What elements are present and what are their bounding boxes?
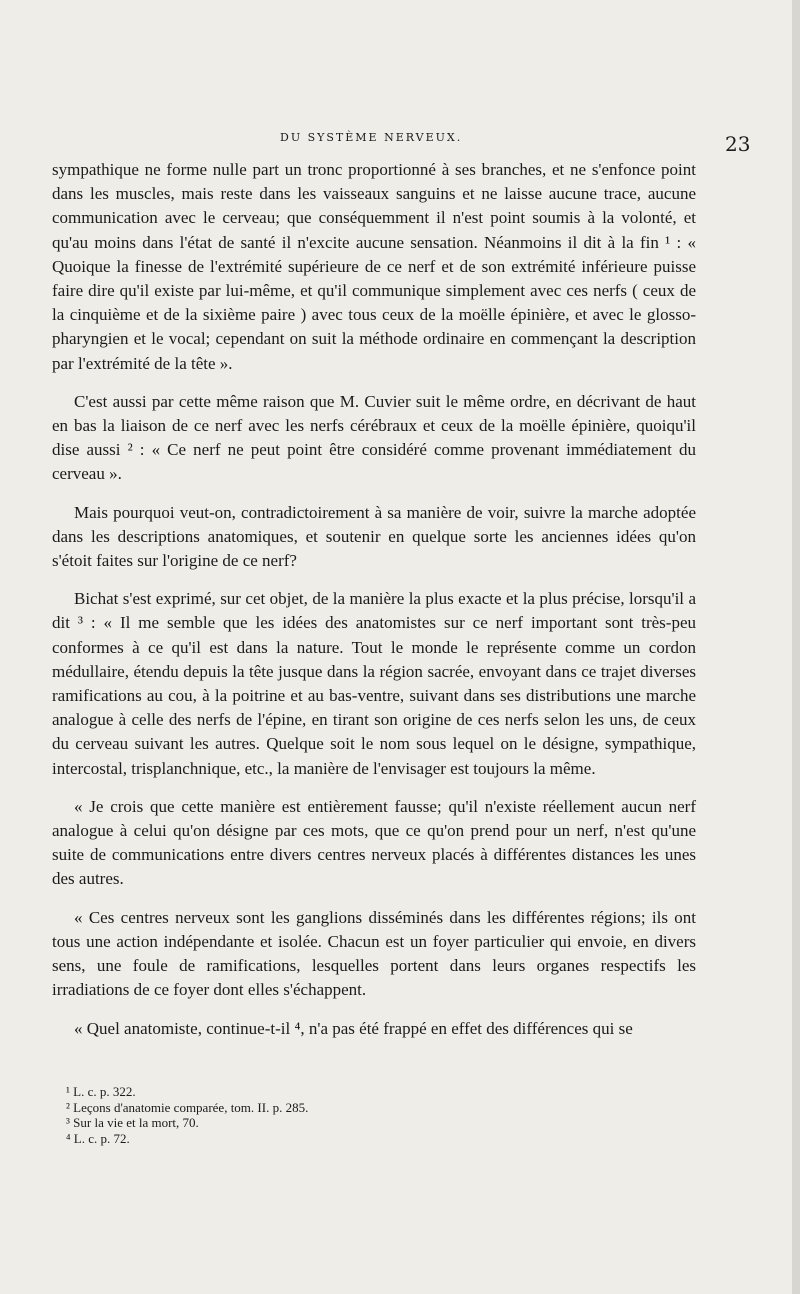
- paragraph-continuation: sympathique ne forme nulle part un tronc proportionné à ses branches, et ne s'enfonce point dans les muscles, mais reste dans les vaisseaux sanguins et ne laisse aucune trace, aucune communication avec le cerveau; que conséquemment il n'est point soumis à la volonté, et qu'au moins dans l'état de santé il n'excite aucune sensation. Néanmoins il dit à la fin ¹ : « Quoique la finesse de l'extrémité supérieure de ce nerf et de son extrémité inférieure puisse faire dire qu'il existe par lui-même, et qu'il communique simplement avec ces nerfs ( ceux de la cinquième et de la sixième paire ) avec tous ceux de la moëlle épinière, et avec le glosso-pharyngien et le vocal; cependant on suit la méthode ordinaire en commençant la description par l'extrémité de la tête ».: [52, 160, 696, 373]
- footnote-1: ¹ L. c. p. 322.: [66, 1084, 136, 1099]
- paragraph-bichat: Bichat s'est exprimé, sur cet objet, de la manière la plus exacte et la plus précise, lorsqu'il a dit ³ : « Il me semble que les idées des anatomistes sur ce nerf important sont très-peu conformes à ce qu'il est dans la nature. Tout le monde le représente comme un cordon médullaire, étendu depuis la tête jusque dans la région sacrée, envoyant dans ce trajet diverses ramifications au cou, à la poitrine et au bas-ventre, suivant dans ses distributions une marche analogue à celle des nerfs de l'épine, en tirant son origine de ces nerfs selon les uns, de ceux du cerveau suivant les autres. Quelque soit le nom sous lequel on le désigne, sympathique, intercostal, trisplanchnique, etc., la manière de l'envisager est toujours la même.: [52, 589, 696, 778]
- running-title: DU SYSTÈME NERVEUX.: [280, 131, 463, 144]
- footnotes: [66, 1084, 308, 1146]
- body-text: [52, 158, 696, 1041]
- paragraph-cuvier: C'est aussi par cette même raison que M. Cuvier suit le même ordre, en décrivant de haut en bas la liaison de ce nerf avec les nerfs cérébraux et ceux de la moëlle épinière, quoiqu'il dise aussi ² : « Ce nerf ne peut point être considéré comme provenant immédiatement du cerveau ».: [52, 391, 696, 484]
- footnote-3: ³ Sur la vie et la mort, 70.: [66, 1115, 199, 1130]
- paragraph-quote-2: « Ces centres nerveux sont les ganglions disséminés dans les différentes régions; ils ont tous une action indépendante et isolée. Chacun est un foyer particulier qui envoie, en divers sens, une foule de ramifications, lesquelles portent dans leurs organes respectifs les irradiations de ce foyer dont elles s'échappent.: [52, 907, 696, 1000]
- paragraph-quote-3: « Quel anatomiste, continue-t-il ⁴, n'a pas été frappé en effet des différences qui se: [74, 1018, 633, 1038]
- page-number: 23: [725, 132, 751, 156]
- paragraph-quote-1: « Je crois que cette manière est entièrement fausse; qu'il n'existe réellement aucun nerf analogue à celui qu'on désigne par ces mots, que ce qu'on prend pour un nerf, n'est qu'une suite de communications entre divers centres nerveux placés à différentes distances les unes des autres.: [52, 796, 696, 889]
- paragraph-question: Mais pourquoi veut-on, contradictoirement à sa manière de voir, suivre la marche adoptée dans les descriptions anatomiques, et soutenir en quelque sorte les anciennes idées qu'on s'étoit faites sur l'origine de ce nerf?: [52, 502, 696, 571]
- page-edge: [792, 0, 800, 1294]
- footnote-4: ⁴ L. c. p. 72.: [66, 1130, 130, 1146]
- footnote-2: ² Leçons d'anatomie comparée, tom. II. p. 285.: [66, 1099, 309, 1115]
